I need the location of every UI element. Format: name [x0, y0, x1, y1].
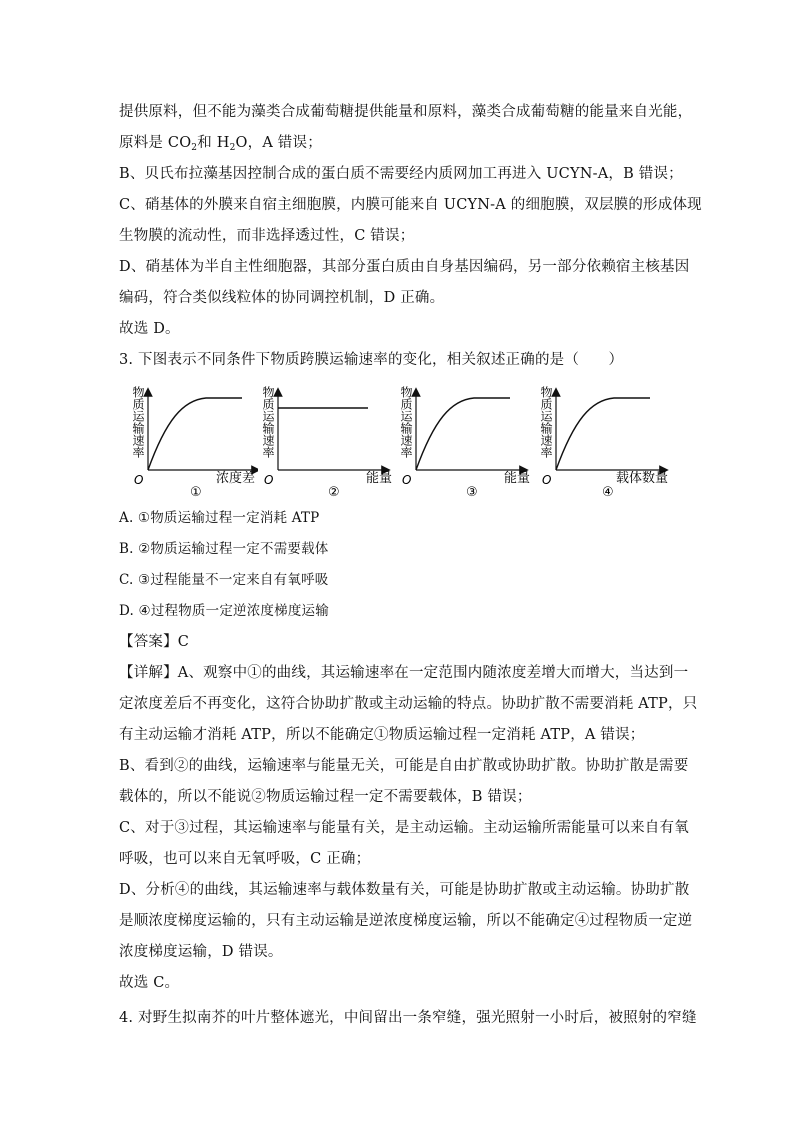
text-line: B、贝氏布拉藻基因控制合成的蛋白质不需要经内质网加工再进入 UCYN-A，B 错误；: [119, 166, 683, 182]
y-axis-label: 物质运输速率: [131, 386, 145, 458]
explanation-line: 浓度梯度运输，D 错误。: [119, 944, 283, 960]
explanation-line: 故选 C。: [119, 975, 180, 991]
explanation-line: 【详解】A、观察中①的曲线，其运输速率在一定范围内随浓度差增大而增大，当达到一: [119, 665, 689, 681]
chart-number: ④: [602, 485, 614, 500]
x-axis-label: 能量: [504, 471, 531, 486]
x-axis-label: 能量: [366, 471, 393, 486]
text-line: 提供原料，但不能为藻类合成葡萄糖提供能量和原料，藻类合成葡萄糖的能量来自光能，: [119, 104, 693, 120]
text-line: 原料是 $CO_2$和 $H_2O$，A 错误；: [119, 135, 322, 153]
text-line: C、硝基体的外膜来自宿主细胞膜，内膜可能来自 UCYN-A 的细胞膜，双层膜的形成体现: [119, 197, 702, 213]
y-axis-label: 物质运输速率: [261, 386, 275, 458]
chart-2: [258, 378, 398, 503]
origin-label: O: [134, 473, 144, 487]
text-line: 编码，符合类似线粒体的协同调控机制，D 正确。: [119, 290, 445, 306]
text-line: 故选 D。: [119, 321, 180, 337]
figure-charts: [118, 378, 678, 503]
explanation-line: B、看到②的曲线，运输速率与能量无关，可能是自由扩散或协助扩散。协助扩散是需要: [119, 758, 689, 774]
chart-1: [118, 378, 258, 503]
text-line: D、硝基体为半自主性细胞器，其部分蛋白质由自身基因编码，另一部分依赖宿主核基因: [119, 259, 690, 275]
option-a: A. ①物质运输过程一定消耗 ATP: [119, 510, 320, 526]
curve-line: [148, 398, 242, 470]
option-d: D. ④过程物质一定逆浓度梯度运输: [119, 603, 329, 619]
curve-line: [556, 398, 650, 470]
origin-label: O: [542, 473, 552, 487]
answer: 【答案】C: [119, 634, 190, 650]
question-4: 4. 对野生拟南芥的叶片整体遮光，中间留出一条窄缝，强光照射一小时后，被照射的窄缝: [119, 1010, 697, 1026]
explanation-line: 载体的，所以不能说②物质运输过程一定不需要载体，B 错误；: [119, 789, 532, 805]
explanation-line: D、分析④的曲线，其运输速率与载体数量有关，可能是协助扩散或主动运输。协助扩散: [119, 882, 690, 898]
explanation-line: 有主动运输才消耗 ATP，所以不能确定①物质运输过程一定消耗 ATP，A 错误；: [119, 727, 645, 743]
chart-3-svg: [398, 378, 538, 503]
chart-1-svg: [118, 378, 258, 503]
text-line: 生物膜的流动性，而非选择透过性，C 错误；: [119, 228, 415, 244]
chart-number: ③: [466, 485, 478, 500]
explanation-line: 呼吸，也可以来自无氧呼吸，C 正确；: [119, 851, 371, 867]
option-c: C. ③过程能量不一定来自有氧呼吸: [119, 572, 329, 588]
origin-label: O: [264, 473, 274, 487]
chart-3: [398, 378, 538, 503]
explanation-line: 是顺浓度梯度运输的，只有主动运输是逆浓度梯度运输，所以不能确定④过程物质一定逆: [119, 913, 693, 929]
chart-4-svg: [538, 378, 678, 503]
question-3: 3. 下图表示不同条件下物质跨膜运输速率的变化，相关叙述正确的是（ ）: [119, 352, 624, 368]
y-axis-label: 物质运输速率: [399, 386, 413, 458]
chart-number: ①: [190, 485, 202, 500]
explanation-line: 定浓度差后不再变化，这符合协助扩散或主动运输的特点。协助扩散不需要消耗 ATP，只: [119, 696, 698, 712]
x-axis-label: 浓度差: [216, 471, 256, 486]
chart-2-svg: [258, 378, 398, 503]
y-axis-label: 物质运输速率: [539, 386, 553, 458]
origin-label: O: [402, 473, 412, 487]
curve-line: [416, 398, 510, 470]
chart-number: ②: [328, 485, 340, 500]
explanation-line: C、对于③过程，其运输速率与能量有关，是主动运输。主动运输所需能量可以来自有氧: [119, 820, 689, 836]
x-axis-label: 载体数量: [616, 471, 669, 486]
option-b: B. ②物质运输过程一定不需要载体: [119, 541, 329, 557]
chart-4: [538, 378, 678, 503]
